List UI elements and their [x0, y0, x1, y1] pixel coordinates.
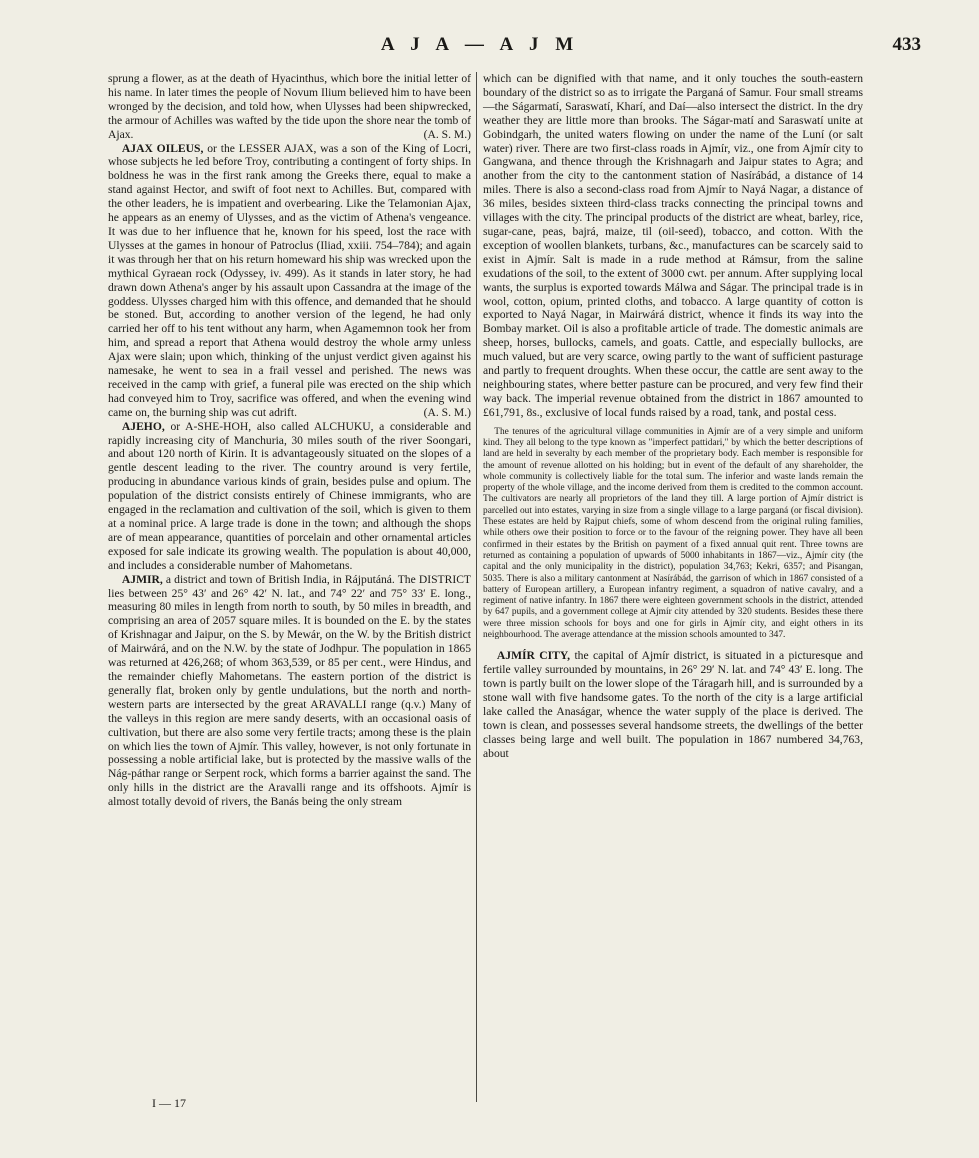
entry-ajmir-city	[483, 649, 863, 760]
left-column	[108, 72, 471, 809]
small-print-section	[483, 427, 863, 642]
paragraph: which can be dignified with that name, and it only touches the south-eastern boundary of the district so as to irrigate the Parganá of Samur. Four small streams—the Ságarmatí, Saraswatí, Kharí, and Daí—also intersect the district. In the dry weather they are little more than brooks. The Ságar-matí and Saraswatí unite at Gobindgarh, the united waters flowing on under the name of the Luní (or salt water) river. There are two first-class roads in Ajmír, viz., one from Ajmír city to Gangwana, and thence through the Krishnagarh and Jaipur states to Agra; and another from the city to the cantonment station of Nasírábád, a distance of 14 miles. There is also a second-class road from Ajmír to Nayá Nagar, a distance of 36 miles, besides sixteen third-class tracks connecting the principal towns and villages with the city. The principal products of the district are wheat, barley, rice, sugar-cane, peas, bajrá, maize, til (oil-seed), tobacco, and cotton. With the exception of woollen blankets, turbans, &c., manufactures can be scarcely said to exist in Ajmír. Salt is made in a rude method at Rámsur, from the saline exudations of the soil, to the extent of 3000 cwt. per annum. After supplying local wants, the surplus is exported towards Málwa and Ságar. The principal trade is in wool, cotton, opium, printed cloths, and tobacco. A large quantity of cotton is exported to Nayá Nagar, in Mairwárá district, whence it finds its way into the Bombay market. Oil is also a profitable article of trade. The domestic animals are sheep, horses, bullocks, camels, and goats. Cattle, and especially bullocks, are much valued, but are very scarce, owing partly to the want of sufficient pasturage and partly to frequent droughts. When these occur, the cattle are sent away to the neighbouring states, where better pasture can be procured, and very few find their way back. The imperial revenue obtained from the district in 1867 amounted to £61,791, 8s., exclusive of local funds raised by a road, tank, and postal cess.	[483, 72, 863, 419]
entry-headword: AJAX OILEUS,	[121, 141, 204, 155]
entry-headword: AJMÍR CITY,	[496, 649, 571, 663]
page-number: 433	[892, 34, 921, 55]
author-initials: (A. S. M.)	[423, 127, 471, 141]
right-column	[483, 72, 863, 761]
column-rule	[476, 72, 477, 1102]
paragraph	[108, 72, 471, 142]
entry-text: or A-SHE-HOH, also called ALCHUKU, a considerable and rapidly increasing city of Manchuria, 30 miles south of the river Soongari, and about 120 north of Kirin. It is advantageously situated on the slopes of a gentle descent leading to the river. The country around is very fertile, producing in abundance various kinds of grain, besides pulse and opium. The population of the district consists entirely of Chinese immigrants, who are engaged in the reclamation and cultivation of the soil, which is given to them at a nominal price. A large trade is done in the town; and although the shops are of mean appearance, quantities of porcelain and other ornamental articles exposed for sale indicate its growing wealth. The population is about 40,000, and includes a considerable number of Mahometans.	[108, 419, 471, 572]
small-print-paragraph: The tenures of the agricultural village communities in Ajmír are of a very simple and uniform kind. They all belong to the type known as "imperfect pattidari," by which the better descriptions of land are held in severalty by each member of the proprietary body. Each member is responsible for the amount of revenue allotted on his holding; but in event of the default of any shareholder, the whole community is collectively liable for the total sum. The inferior and waste lands remain the property of the whole village, and the income derived from them is credited to the common account. The cultivators are nearly all proprietors of the land they till. A large portion of Ajmír district is parcelled out into estates, varying in size from a single village to a large parganá (or fiscal division). These estates are held by Rajput chiefs, some of whom descend from the original ruling families, while others owe their position to force or to the favour of the reigning power. They have all been confirmed in their estates by the British on payment of a fixed annual quit rent. Three towns are returned as containing a population of upwards of 5000 inhabitants in 1867—viz., Ajmír city (the capital and the only municipality in the district), population 34,763; Kekri, 6357; and Pisangan, 5035. There is also a military cantonment at Nasírábád, the garrison of which in 1867 consisted of a battery of European artillery, a European infantry regiment, a squadron of native cavalry, and a regiment of native infantry. In 1867 there were eighteen government schools in the district, attended by 647 pupils, and a government college at Ajmír city attended by 320 students. Besides these there were three mission schools for boys and one for girls in Ajmír city, and eight others in its neighbourhood. The average attendance at the mission schools amounted to 347.	[483, 426, 863, 640]
entry-headword: AJEHO,	[121, 419, 165, 433]
entry-text: or the LESSER AJAX, was a son of the King of Locri, whose subjects he led before Troy, contributing a contingent of forty ships. In boldness he was in the first rank among the Greeks there, equal to make a stand against Hector, and swift of foot next to Achilles. But, compared with the other leaders, he is impatient and overbearing. Like the Telamonian Ajax, he appears as an enemy of Ulysses, and as the victim of Athena's vengeance. It was due to her influence that he, known for his speed, lost the race with Ulysses at the games in honour of Patroclus (Iliad, xxiii. 754–784); and again it was through her that on his return homeward his ship was wrecked upon the mythical Gyraean rock (Odyssey, iv. 499). As it stands in later story, he had drawn down Athena's anger by his assault upon Cassandra at the image of the goddess. Ulysses charged him with this offence, and demanded that he should be stoned. But, according to another version of the legend, he had only carried her off to his tent without any harm, when Agamemnon took her from him, and spread a report that Athena would destroy the whole army unless Ajax were slain; upon which, thinking of the unjust verdict given against his namesake, he went to sea in a frail vessel and perished. The news was received in the camp with grief, a funeral pile was erected on the ship which had conveyed him to Troy, sacrifice was offered, and when the evening wind came on, the burning ship was cut adrift.	[108, 141, 472, 419]
entry-headword: AJMIR,	[121, 572, 163, 586]
entry-ajeho	[108, 420, 471, 573]
entry-text: the capital of Ajmír district, is situated in a picturesque and fertile valley surrounded by mountains, in 26° 29′ N. lat. and 74° 43′ E. long. The town is partly built on the lower slope of the Táragarh hill, and is surrounded by a stone wall with five handsome gates. To the north of the city is a large artificial lake called the Anaságar, whence the water supply of the place is derived. The town is clean, and possesses several handsome streets, the dwellings of the better classes being large and well built. The population in 1867 numbered 34,763, about	[483, 649, 863, 760]
entry-text: a district and town of British India, in Rájputáná. The DISTRICT lies between 25° 43′ and 26° 42′ N. lat., and 74° 22′ and 75° 33′ E. long., measuring 80 miles in length from north to south, by 50 miles in breadth, and comprising an area of 2057 square miles. It is bounded on the E. by the states of Krishnagar and Jaipur, on the S. by Mewár, on the W. by the British district of Mairwárá, and on the N.W. by the state of Jodhpur. The population in 1865 was returned at 426,268; of whom 363,539, or 85 per cent., were Hindus, and the remainder chiefly Mahometans. The eastern portion of the district is generally flat, broken only by gentle undulations, but the north and north-western parts are intersected by the great ARAVALLI range (q.v.) Many of the valleys in this region are mere sandy deserts, with an occasional oasis of cultivation, but there are also some very fertile tracts; among these is the plain on which lies the town of Ajmír. This valley, however, is not only fortunate in possessing a noble artificial lake, but is protected by the massive walls of the Nág-páthar range or Serpent rock, which forms a barrier against the sand. The only hills in the district are the Aravalli range and its offshoots. Ajmír is almost totally devoid of rivers, the Banás being the only stream	[108, 572, 472, 809]
running-head: A J A — A J M	[380, 34, 580, 55]
entry-ajmir	[108, 573, 471, 809]
paragraph-text: sprung a flower, as at the death of Hyacinthus, which bore the initial letter of his name. In later times the people of Novum Ilium believed him to have been wronged by the decision, and told how, when Ulysses had been shipwrecked, the armour of Achilles was wafted by the tide upon the shore near the tomb of Ajax.	[108, 72, 471, 141]
signature-mark: I — 17	[152, 1096, 186, 1110]
page-header	[0, 34, 979, 62]
author-initials: (A. S. M.)	[423, 405, 471, 419]
entry-ajax-oileus	[108, 142, 471, 420]
